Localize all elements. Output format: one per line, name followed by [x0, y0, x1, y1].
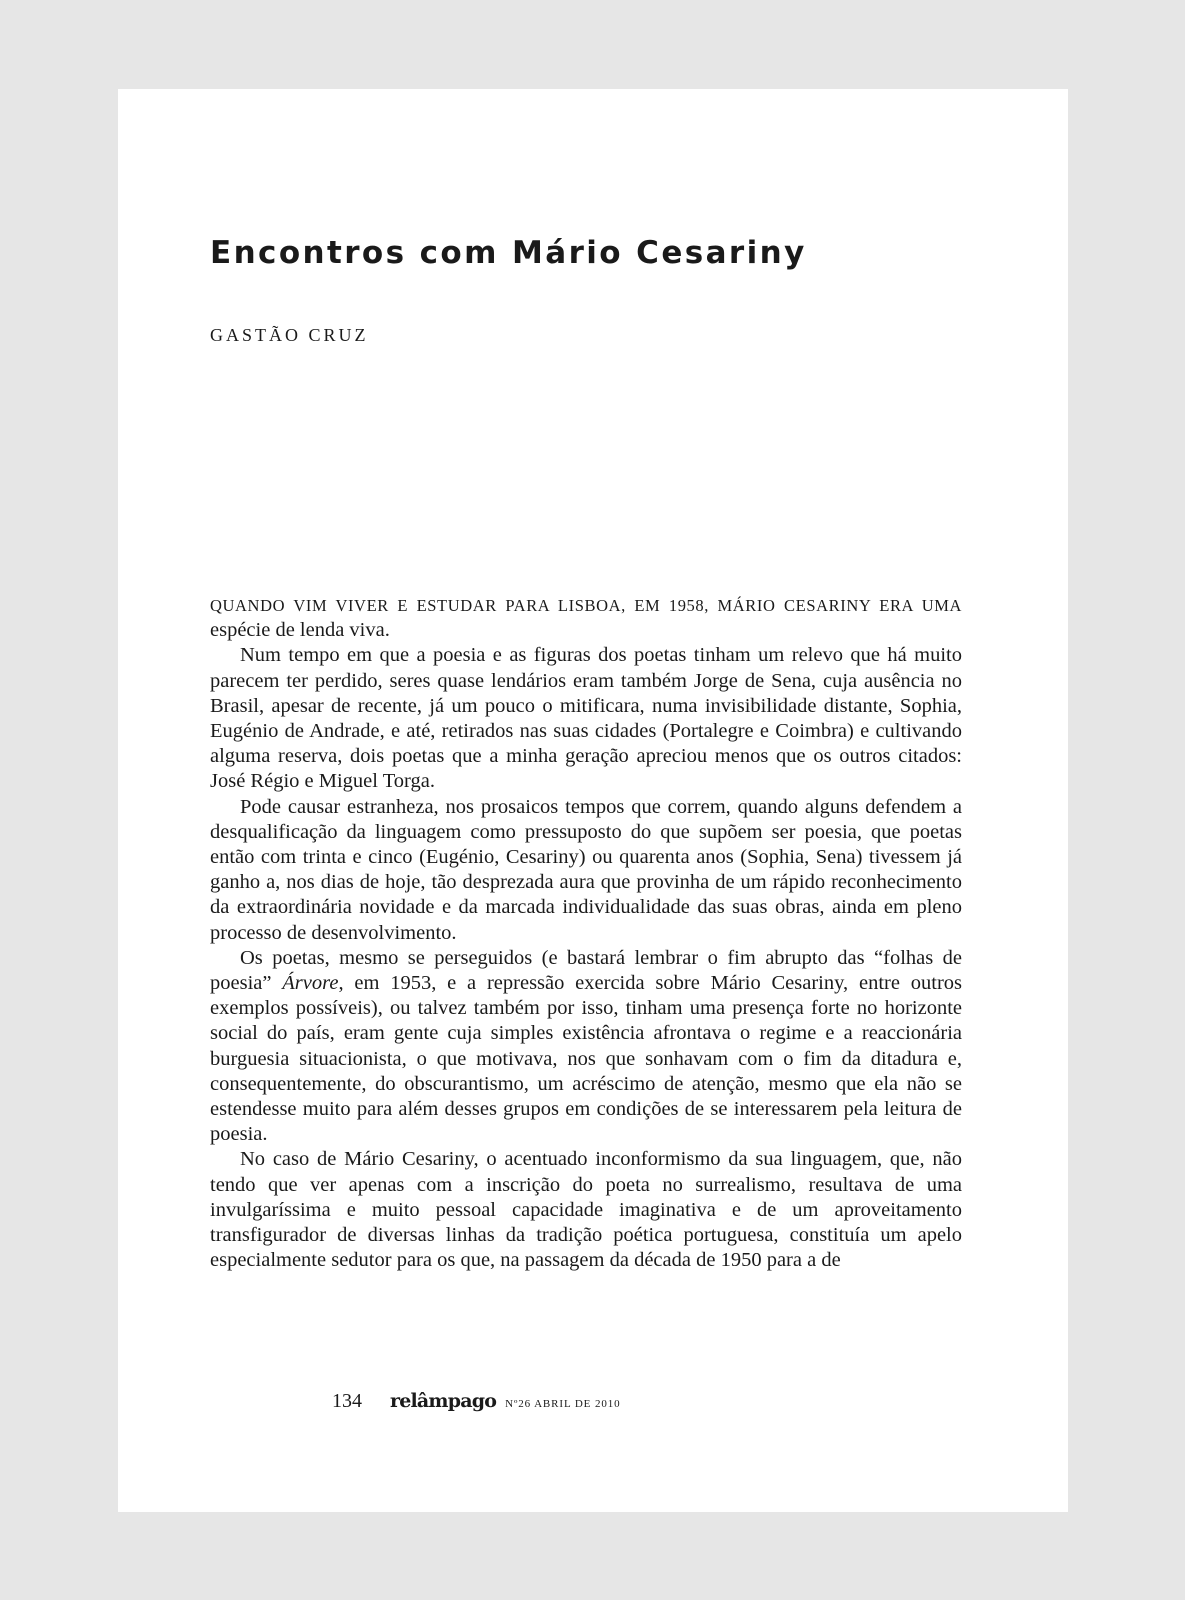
- paragraph-1: [210, 593, 962, 643]
- article-author: GASTÃO CRUZ: [210, 325, 369, 345]
- paragraph-2: Num tempo em que a poesia e as figuras dos poetas tinham um relevo que há muito parecem ter perdido, seres quase lendários eram também Jorge de Sena, cuja ausência no Brasil, apesar de recente, já um pouco o mitificara, numa invisibilidade distante, Sophia, Eugénio de Andrade, e até, retirados nas suas cidades (Portalegre e Coimbra) e cultivando alguma reserva, dois poetas que a minha geração apreciou menos que os outros citados: José Régio e Miguel Torga.: [210, 644, 962, 793]
- opening-small-caps: QUANDO VIM VIVER E ESTUDAR PARA LISBOA, EM 1958, MÁRIO CESARINY ERA UMA: [210, 596, 962, 615]
- paragraph-4: [210, 946, 962, 1148]
- paragraph-4-part-1: Os poetas, mesmo se perseguidos (e bastará lembrar o fim abrupto das “folhas de poesia”: [210, 946, 962, 995]
- page: [118, 89, 1068, 1512]
- opening-rest: espécie de lenda viva.: [210, 619, 390, 642]
- magazine-masthead: relâmpago: [390, 1390, 497, 1412]
- arvore-title: Árvore: [282, 972, 339, 995]
- article-body: [210, 593, 962, 1273]
- paragraph-5: No caso de Mário Cesariny, o acentuado inconformismo da sua linguagem, que, não tendo que ver apenas com a inscrição do poeta no surrealismo, resultava de uma invulgaríssima e muito pessoal capacidade imaginativa e de um aproveitamento transfigurador de diversas linhas da tradição poética portuguesa, constituía um apelo especialmente sedutor para os que, na passagem da década de 1950 para a de: [210, 1148, 962, 1272]
- paragraph-3: Pode causar estranheza, nos prosaicos tempos que correm, quando alguns defendem a desqualificação da linguagem como pressuposto do que supõem ser poesia, que poetas então com trinta e cinco (Eugénio, Cesariny) ou quarenta anos (Sophia, Sena) tivessem já ganho a, nos dias de hoje, tão desprezada aura que provinha de um rápido reconhecimento da extraordinária novidade e da marcada individualidade das suas obras, ainda em pleno processo de desenvolvimento.: [210, 795, 962, 944]
- page-footer: [332, 1390, 621, 1413]
- issue-info: Nº26 ABRIL DE 2010: [505, 1398, 621, 1410]
- page-number: 134: [332, 1390, 362, 1412]
- article-title: Encontros com Mário Cesariny: [210, 235, 807, 271]
- paragraph-4-part-2: , em 1953, e a repressão exercida sobre Mário Cesariny, entre outros exemplos possíveis), ou talvez também por isso, tinham uma presença forte no horizonte social do país, eram gente cuja simples existência afrontava o regime e a reaccionária burguesia situacionista, o que motivava, nos que sonhavam com o fim da ditadura e, consequentemente, do obscurantismo, um acréscimo de atenção, mesmo que ela não se estendesse muito para além desses grupos em condições de se interessarem pela leitura de poesia.: [210, 972, 962, 1146]
